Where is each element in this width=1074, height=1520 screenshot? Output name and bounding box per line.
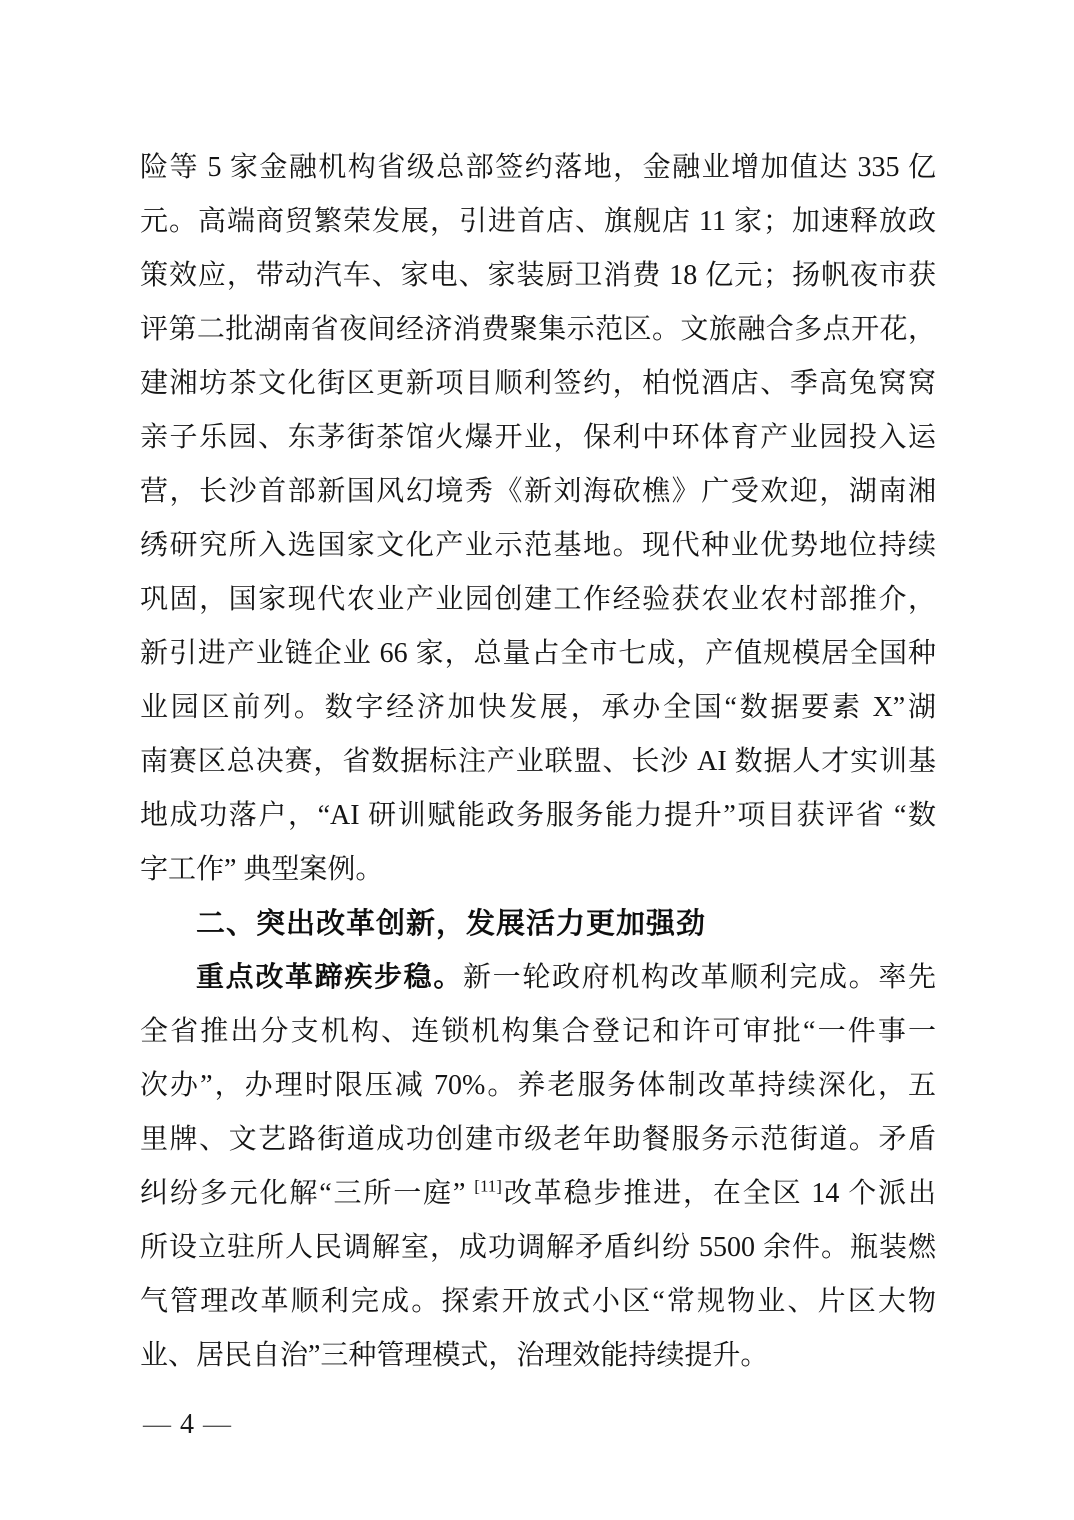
text-line [140,789,936,843]
text-run: 评第二批湖南省夜间经济消费聚集示范区。文旅融合多点开花， [140,314,936,345]
text-run: 业园区前列。数字经济加快发展，承办全国“数据要素 X”湖 [140,692,936,723]
text-run: 元。高端商贸繁荣发展，引进首店、旗舰店 11 家；加速释放政 [140,206,936,237]
document-body [140,141,936,1383]
text-run: 亲子乐园、东茅街茶馆火爆开业，保利中环体育产业园投入运 [140,422,936,453]
text-run: 改革稳步推进，在全区 14 个派出 [501,1178,936,1209]
text-line [140,357,936,411]
text-line [140,627,936,681]
text-line [140,195,936,249]
text-run: 地成功落户，“AI 研训赋能政务服务能力提升”项目获评省 “数 [140,800,936,831]
text-line [140,1167,936,1221]
text-run: 重点改革蹄疾步稳。 [196,962,463,993]
text-line [140,141,936,195]
page-number: 4 [180,1409,194,1440]
text-line [140,465,936,519]
text-line [140,303,936,357]
text-line [140,1005,936,1059]
text-run: 气管理改革顺利完成。探索开放式小区“常规物业、片区大物 [140,1286,936,1317]
text-line [140,1113,936,1167]
text-run: 纠纷多元化解“三所一庭” [140,1178,475,1209]
section-heading [140,897,936,951]
text-run: 所设立驻所人民调解室，成功调解矛盾纠纷 5500 余件。瓶装燃 [140,1232,936,1263]
footnote-reference: [11] [474,1176,502,1196]
text-run: 业、居民自治”三种管理模式，治理效能持续提升。 [140,1340,769,1371]
text-run: 字工作” 典型案例。 [140,854,384,885]
footer-dash-left: — [143,1409,171,1440]
text-run: 全省推出分支机构、连锁机构集合登记和许可审批“一件事一 [140,1016,936,1047]
text-line [140,1059,936,1113]
text-line [140,1221,936,1275]
text-run: 南赛区总决赛，省数据标注产业联盟、长沙 AI 数据人才实训基 [140,746,936,777]
text-line [140,681,936,735]
text-line [140,1329,936,1383]
text-run: 绣研究所入选国家文化产业示范基地。现代种业优势地位持续 [140,530,936,561]
text-run: 营，长沙首部新国风幻境秀《新刘海砍樵》广受欢迎，湖南湘 [140,476,936,507]
text-run: 建湘坊茶文化街区更新项目顺利签约，柏悦酒店、季高兔窝窝 [140,368,936,399]
page-footer [143,1405,231,1445]
text-run: 险等 5 家金融机构省级总部签约落地，金融业增加值达 335 亿 [140,152,936,183]
text-line [140,951,936,1005]
text-line [140,1275,936,1329]
text-run: 新引进产业链企业 66 家，总量占全市七成，产值规模居全国种 [140,638,936,669]
text-line [140,411,936,465]
text-line [140,735,936,789]
text-run: 巩固，国家现代农业产业园创建工作经验获农业农村部推介， [140,584,936,615]
text-run: 次办”，办理时限压减 70%。养老服务体制改革持续深化，五 [140,1070,936,1101]
text-line [140,519,936,573]
heading-text: 二、突出改革创新，发展活力更加强劲 [196,908,707,940]
text-run: 策效应，带动汽车、家电、家装厨卫消费 18 亿元；扬帆夜市获 [140,260,936,291]
text-line [140,249,936,303]
text-run: 新一轮政府机构改革顺利完成。率先 [463,962,936,993]
footer-dash-right: — [203,1409,231,1440]
text-run: 里牌、文艺路街道成功创建市级老年助餐服务示范街道。矛盾 [140,1124,936,1155]
text-line [140,573,936,627]
text-line [140,843,936,897]
